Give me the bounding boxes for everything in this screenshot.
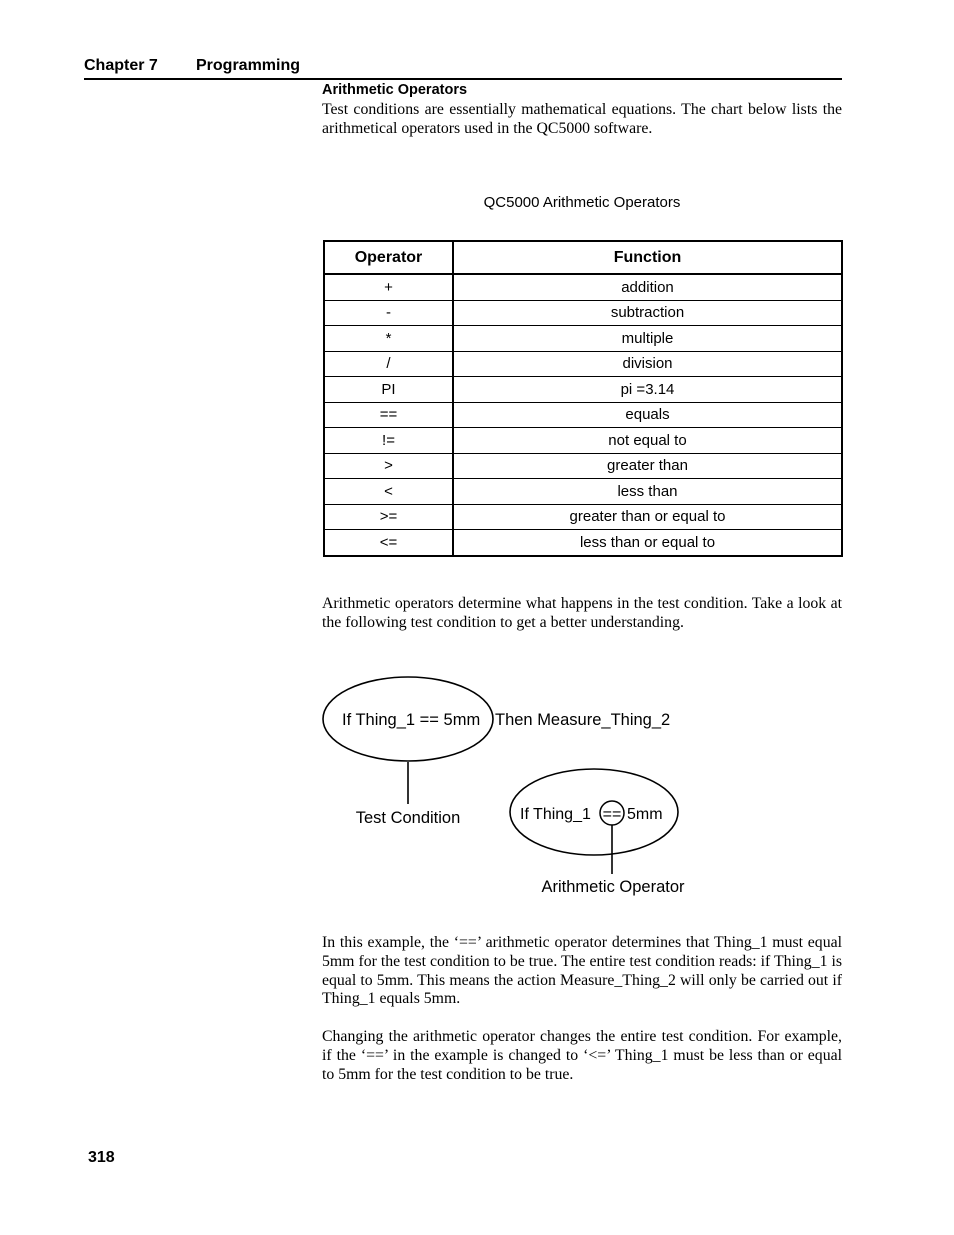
chapter-label: Chapter 7 xyxy=(84,57,158,74)
table-row xyxy=(324,300,842,326)
change-paragraph: Changing the arithmetic operator changes the entire test condition. For example, if the ‘==’ in the example is changed to ‘<=’ Thing_1 must be less than or equal to 5mm for the test condition to be true. xyxy=(322,1028,842,1083)
column-header-operator: Operator xyxy=(324,241,453,274)
table-row xyxy=(324,453,842,479)
operator-cell: >= xyxy=(324,504,453,530)
function-cell: addition xyxy=(453,274,842,300)
section-label: Programming xyxy=(196,57,301,74)
operator-cell: PI xyxy=(324,377,453,403)
operator-cell: * xyxy=(324,326,453,352)
table-row xyxy=(324,428,842,454)
operators-table xyxy=(323,240,843,557)
function-cell: greater than xyxy=(453,453,842,479)
operator-cell: - xyxy=(324,300,453,326)
example-paragraph: In this example, the ‘==’ arithmetic operator determines that Thing_1 must equal 5mm for the test condition to be true. The entire test condition reads: if Thing_1 is equal to 5mm. This means the action Measure_Thing_2 will only be carried out if Thing_1 equals 5mm. xyxy=(322,934,842,1008)
table-row xyxy=(324,479,842,505)
statement-action-text: Then Measure_Thing_2 xyxy=(495,711,671,729)
function-cell: subtraction xyxy=(453,300,842,326)
function-cell: multiple xyxy=(453,326,842,352)
function-cell: greater than or equal to xyxy=(453,504,842,530)
table-header-row xyxy=(324,241,842,274)
table-row xyxy=(324,326,842,352)
function-cell: less than xyxy=(453,479,842,505)
operator-cell: == xyxy=(324,402,453,428)
table-row xyxy=(324,530,842,556)
table-row xyxy=(324,351,842,377)
test-condition-diagram xyxy=(318,670,718,905)
column-header-function: Function xyxy=(453,241,842,274)
function-cell: less than or equal to xyxy=(453,530,842,556)
table-row xyxy=(324,402,842,428)
condition-left-text: If Thing_1 xyxy=(520,806,591,823)
condition-operator-text: == xyxy=(602,806,622,823)
operator-cell: != xyxy=(324,428,453,454)
running-header xyxy=(84,57,842,80)
function-cell: equals xyxy=(453,402,842,428)
statement-condition-text: If Thing_1 == 5mm xyxy=(342,711,481,729)
function-cell: pi =3.14 xyxy=(453,377,842,403)
function-cell: division xyxy=(453,351,842,377)
explain-paragraph: Arithmetic operators determine what happens in the test condition. Take a look at the following test condition to get a better understanding. xyxy=(322,595,842,631)
table-row xyxy=(324,504,842,530)
page-number: 318 xyxy=(88,1149,115,1166)
table-caption: QC5000 Arithmetic Operators xyxy=(483,194,681,211)
arithmetic-operator-label: Arithmetic Operator xyxy=(541,878,685,896)
table-row xyxy=(324,377,842,403)
operator-cell: / xyxy=(324,351,453,377)
table-row xyxy=(324,274,842,300)
intro-paragraph: Test conditions are essentially mathematical equations. The chart below lists the arithmetical operators used in the QC5000 software. xyxy=(322,101,842,137)
condition-right-text: 5mm xyxy=(627,806,663,823)
test-condition-label: Test Condition xyxy=(355,809,461,827)
operator-cell: < xyxy=(324,479,453,505)
operator-cell: > xyxy=(324,453,453,479)
function-cell: not equal to xyxy=(453,428,842,454)
section-heading: Arithmetic Operators xyxy=(322,82,468,98)
operator-cell: + xyxy=(324,274,453,300)
operator-cell: <= xyxy=(324,530,453,556)
